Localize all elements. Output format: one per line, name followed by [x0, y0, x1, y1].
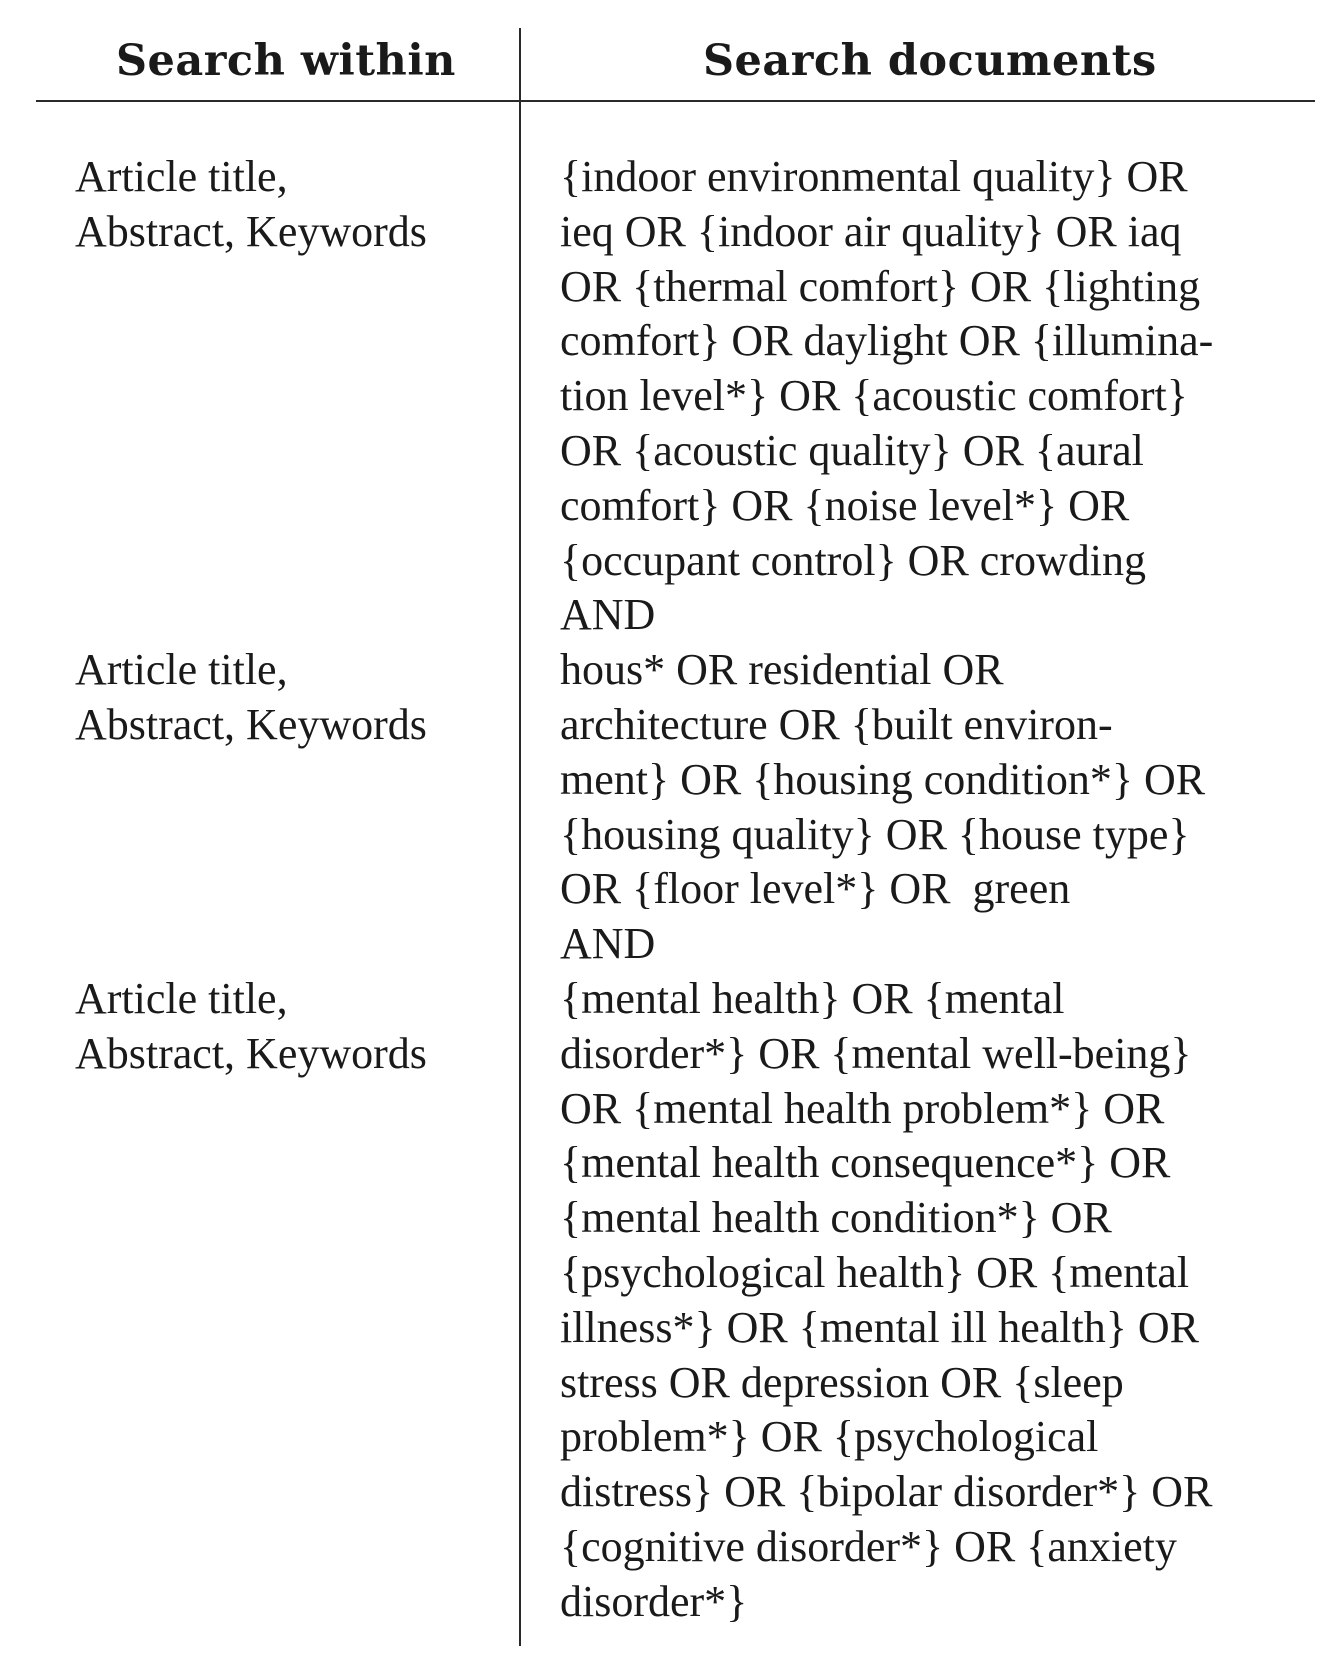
query-line: illness*} OR {mental ill health} OR [560, 1302, 1199, 1352]
query-line: OR {thermal comfort} OR {lighting [560, 261, 1201, 311]
query-line: {occupant control} OR crowding [560, 535, 1146, 585]
search-documents-cell [522, 972, 1320, 1630]
query-line: comfort} OR {noise level*} OR [560, 480, 1130, 530]
query-line: {housing quality} OR {house type} [560, 809, 1190, 859]
query-line: OR {acoustic quality} OR {aural [560, 425, 1144, 475]
query-line: distress} OR {bipolar disorder*} OR [560, 1467, 1213, 1517]
search-within-cell: Article title, Abstract, Keywords [75, 152, 427, 256]
header-search-within: Search within [116, 36, 456, 86]
query-line: comfort} OR daylight OR {illumina- [560, 316, 1214, 366]
query-line: {indoor environmental quality} OR [560, 152, 1188, 201]
query-line: {mental health condition*} OR [560, 1193, 1112, 1243]
query-line: {mental health consequence*} OR [560, 1138, 1171, 1188]
table-row [0, 972, 1330, 1630]
table-body [0, 150, 1330, 1630]
table-row [0, 150, 1330, 643]
query-line: problem*} OR {psychological [560, 1412, 1099, 1462]
search-documents-cell [522, 643, 1320, 972]
query-line: hous* OR residential OR [560, 645, 1004, 695]
search-within-cell: Article title, Abstract, Keywords [75, 973, 427, 1078]
boolean-operator: AND [560, 919, 656, 969]
query-line: OR {floor level*} OR green [560, 864, 1071, 914]
search-within-cell: Article title, Abstract, Keywords [75, 645, 427, 749]
search-documents-cell [522, 150, 1320, 643]
header-rule [36, 100, 1315, 102]
boolean-operator: AND [560, 590, 656, 640]
query-line: ment} OR {housing condition*} OR [560, 754, 1206, 804]
query-line: ieq OR {indoor air quality} OR iaq [560, 206, 1182, 256]
query-line: architecture OR {built environ- [560, 699, 1113, 749]
query-line: {mental health} OR {mental [560, 973, 1065, 1023]
query-line: tion level*} OR {acoustic comfort} [560, 371, 1188, 421]
query-line: disorder*} OR {mental well-being} [560, 1028, 1192, 1078]
query-line: stress OR depression OR {sleep [560, 1357, 1124, 1407]
query-line: {psychological health} OR {mental [560, 1247, 1190, 1297]
query-line: disorder*} [560, 1576, 748, 1626]
table-row [0, 643, 1330, 972]
query-line: OR {mental health problem*} OR [560, 1083, 1165, 1133]
query-line: {cognitive disorder*} OR {anxiety [560, 1521, 1177, 1571]
header-search-documents: Search documents [703, 36, 1157, 86]
